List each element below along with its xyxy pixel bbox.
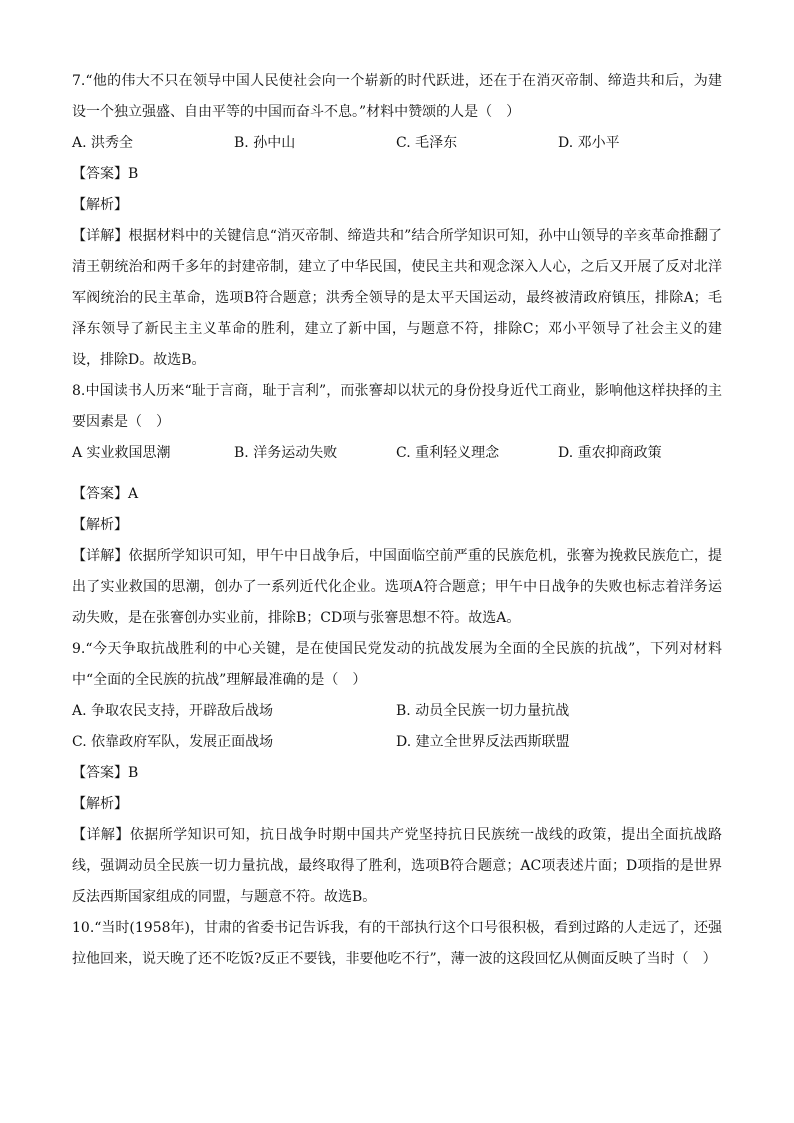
option-d: D. 邓小平	[558, 135, 620, 151]
question-9-options-row-1	[72, 696, 722, 727]
option-b: B. 动员全民族一切力量抗战	[396, 703, 570, 719]
question-8-options	[72, 438, 722, 469]
question-8-detail: 【详解】依据所学知识可知，甲午中日战争后，中国面临空前严重的民族危机，张謇为挽救民族危亡，提出了实业救国的思潮，创办了一系列近代化企业。选项A符合题意；甲午中日战争的失败也标志着洋务运动失败，是在张謇创办实业前，排除B；CD项与张謇思想不符。故选A。	[72, 548, 722, 626]
question-7-stem: 7.“他的伟大不只在领导中国人民使社会向一个崭新的时代跃进，还在于在消灭帝制、缔造共和后，为建设一个独立强盛、自由平等的中国而奋斗不息。”材料中赞颂的人是（ ）	[72, 73, 722, 120]
option-a: A. 争取农民支持，开辟敌后战场	[72, 703, 274, 719]
question-8-answer: 【答案】A	[72, 486, 139, 502]
question-7-options	[72, 128, 722, 159]
question-7-detail: 【详解】根据材料中的关键信息“消灭帝制、缔造共和”结合所学知识可知，孙中山领导的辛亥革命推翻了清王朝统治和两千多年的封建帝制，建立了中华民国，使民主共和观念深入人心，之后又开展了反对北洋军阀统治的民主革命，选项B符合题意；洪秀全领导的是太平天国运动，最终被清政府镇压，排除A；毛泽东领导了新民主主义革命的胜利，建立了新中国，与题意不符，排除C；邓小平领导了社会主义的建设，排除D。故选B。	[72, 228, 722, 368]
question-10-stem: 10.“当时(1958年)，甘肃的省委书记告诉我，有的干部执行这个口号很积极，看到过路的人走远了，还强拉他回来，说天晚了还不吃饭?反正不要钱，非要他吃不行”，薄一波的这段回忆从侧面反映了当时（ ）	[72, 920, 722, 967]
question-7-analysis-label: 【解析】	[72, 197, 128, 213]
page-content	[72, 66, 722, 975]
question-8-stem: 8.中国读书人历来“耻于言商，耻于言利”，而张謇却以状元的身份投身近代工商业，影响他这样抉择的主要因素是（ ）	[72, 383, 722, 430]
option-b: B. 洋务运动失败	[234, 445, 338, 461]
option-c: C. 重利轻义理念	[396, 445, 500, 461]
option-a: A. 洪秀全	[72, 135, 134, 151]
question-7-answer: 【答案】B	[72, 166, 139, 182]
option-b: B. 孙中山	[234, 135, 296, 151]
question-9-detail: 【详解】依据所学知识可知，抗日战争时期中国共产党坚持抗日民族统一战线的政策，提出全面抗战路线，强调动员全民族一切力量抗战，最终取得了胜利，选项B符合题意；AC项表述片面；D项指的是世界反法西斯国家组成的同盟，与题意不符。故选B。	[72, 827, 722, 905]
option-c: C. 毛泽东	[396, 135, 458, 151]
option-d: D. 重农抑商政策	[558, 445, 662, 461]
option-a: A 实业救国思潮	[72, 445, 171, 461]
question-9-analysis-label: 【解析】	[72, 796, 128, 812]
question-9-options-row-2	[72, 727, 722, 758]
question-9-stem: 9.“今天争取抗战胜利的中心关键，是在使国民党发动的抗战发展为全面的全民族的抗战”，下列对材料中“全面的全民族的抗战”理解最准确的是（ ）	[72, 641, 722, 688]
option-c: C. 依靠政府军队，发展正面战场	[72, 734, 274, 750]
option-d: D. 建立全世界反法西斯联盟	[396, 734, 570, 750]
spacer	[72, 469, 722, 479]
question-9-answer: 【答案】B	[72, 765, 139, 781]
question-8-analysis-label: 【解析】	[72, 517, 128, 533]
